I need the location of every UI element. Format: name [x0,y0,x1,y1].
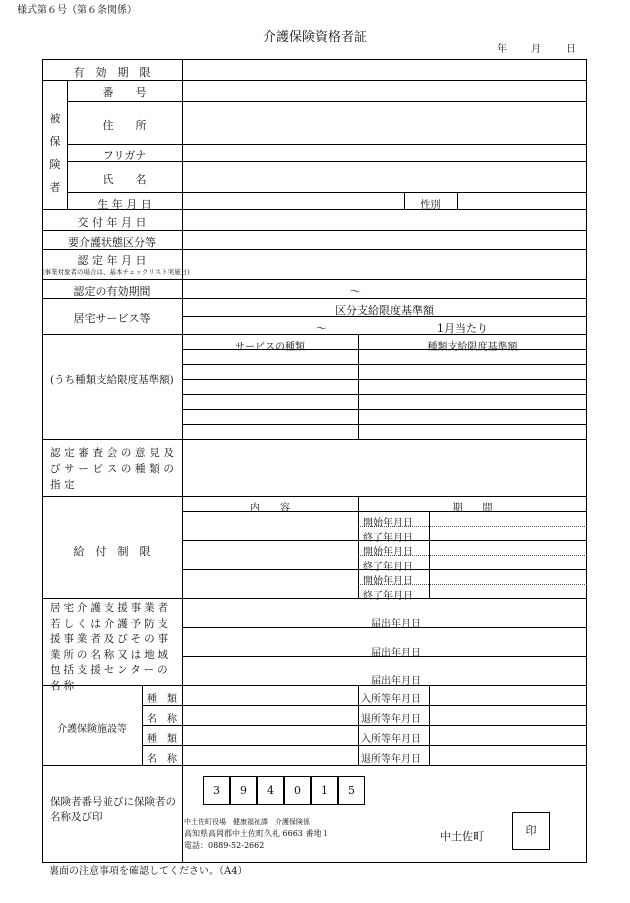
insurer-phone: 電話：0889-52-2662 [184,841,265,850]
end-date-label: 終了年月日 [363,591,413,602]
date-month: 月 [531,44,541,55]
furigana-label: フリガナ [102,149,147,162]
date-day: 日 [566,44,576,55]
home-service-tilde: ～ [316,322,327,335]
start-date-label: 開始年月日 [363,518,413,529]
notification-date-label: 届出年月日 [371,676,421,687]
limit-amount-label: 区分支給限度基準額 [335,304,434,317]
discharge-date-label: 退所等年月日 [361,754,421,765]
cert-validity-label: 認定の有効期間 [73,285,151,298]
cert-date-note: (事業対象者の場合は、基本チェックリスト実施日) [42,268,190,276]
address-label: 住 所 [102,119,147,132]
insurer-number-digit: 9 [230,776,257,805]
kind-label: 種 類 [147,734,177,745]
content-header: 内 容 [250,503,290,514]
insurer-number-digit: 3 [203,776,230,805]
cert-date-label: 認 定 年 月 日 [77,254,147,267]
admission-date-label: 入所等年月日 [361,694,421,705]
insurer-number-digit: 4 [257,776,284,805]
cert-validity-tilde: ～ [350,285,361,298]
care-level-label: 要介護状態区分等 [68,236,156,249]
notification-date-label: 届出年月日 [371,619,421,630]
insurer-number-digit: 0 [284,776,311,805]
type-limit-label: (うち種類支給限度基準額) [50,374,174,386]
date-year: 年 [497,44,507,55]
end-date-label: 終了年月日 [363,533,413,544]
insurer-town: 中土佐町 [440,830,484,843]
insurer-number-digit: 1 [311,776,338,805]
benefit-restriction-label: 給 付 制 限 [73,545,151,558]
period-header: 期 間 [452,503,493,514]
notification-date-label: 届出年月日 [371,648,421,659]
admission-date-label: 入所等年月日 [361,734,421,745]
number-label: 番 号 [102,86,147,99]
insurer-address: 高知県高岡郡中土佐町久礼 6663 番地１ [184,829,330,838]
end-date-label: 終了年月日 [363,562,413,573]
validity-period-label: 有 効 期 限 [73,66,151,79]
committee-opinion-label: 認定審査会の意見及びサービスの種類の指定 [50,447,178,491]
start-date-label: 開始年月日 [363,576,413,587]
per-month-label: 1月当たり [437,322,488,335]
sex-label: 性別 [420,200,441,211]
facility-name-label: 名 称 [147,714,177,725]
insurer-office: 中土佐町役場 健康福祉課 介護保険係 [184,818,310,826]
insured-person-label: 被 保 険 者 [49,112,61,194]
care-support-label: 居宅介護支援事業者若しくは介護予防支援事業者及びその事業所の名称又は地域包括支援センターの名称 [50,602,171,692]
kind-label: 種 類 [147,694,177,705]
form-number: 様式第６号（第６条関係） [17,5,137,16]
insurer-label: 保険者番号並びに保険者の名称及び印 [50,796,176,823]
footer-note: 裏面の注意事項を確認してください。（A4） [49,866,248,877]
issue-date-label: 交 付 年 月 日 [77,216,147,229]
insurer-number-digit: 5 [338,776,365,805]
page-title: 介護保険資格者証 [262,30,367,45]
name-label: 氏 名 [102,173,147,186]
service-type-header: サービスの種類 [235,342,305,353]
birth-date-label: 生 年 月 日 [97,198,152,211]
start-date-label: 開始年月日 [363,547,413,558]
facility-label: 介護保険施設等 [57,724,127,735]
home-service-label: 居宅サービス等 [73,312,151,325]
seal-box: 印 [512,812,550,850]
discharge-date-label: 退所等年月日 [361,714,421,725]
type-limit-header: 種類支給限度基準額 [427,342,518,353]
facility-name-label: 名 称 [147,754,177,765]
